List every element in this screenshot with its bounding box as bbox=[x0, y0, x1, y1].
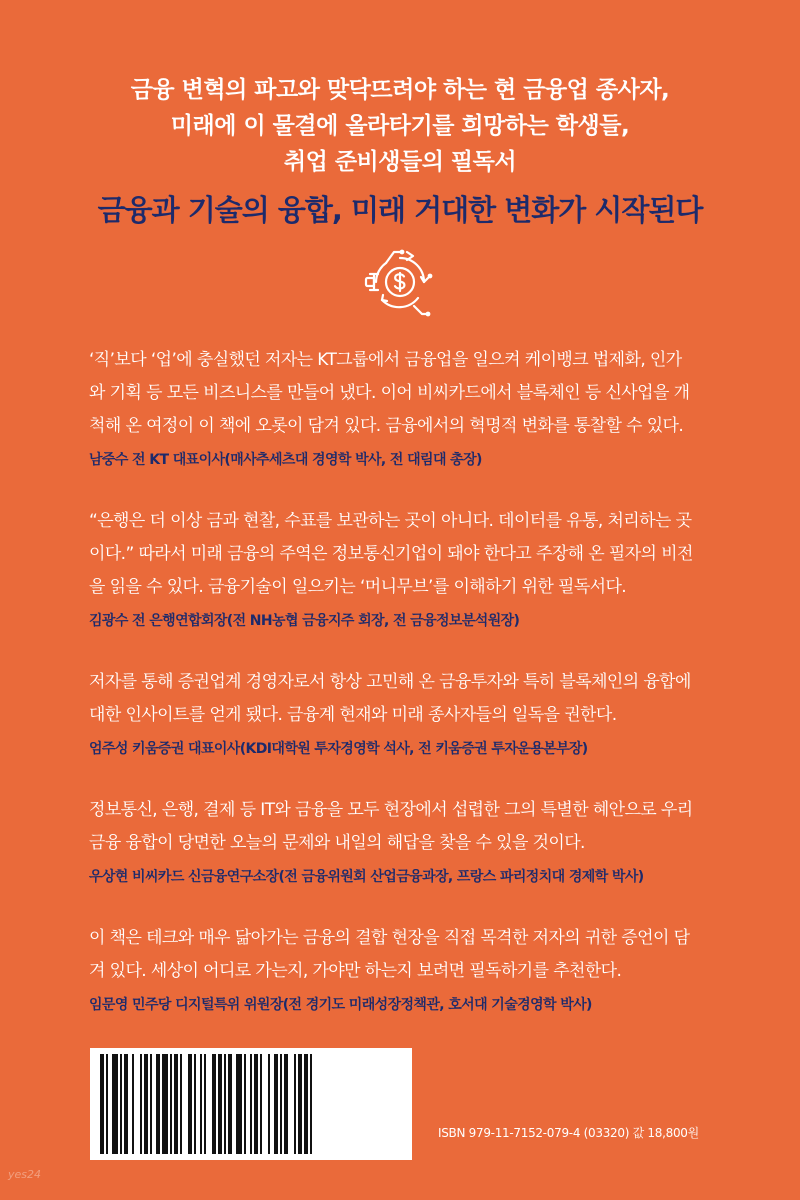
barcode bbox=[90, 1048, 412, 1160]
isbn-price: ISBN 979-11-7152-079-4 (03320) 값 18,800원 bbox=[438, 1126, 699, 1140]
tagline-line-2: 미래에 이 물결에 올라타기를 희망하는 학생들, bbox=[170, 113, 630, 139]
endorsement-line: 이 책은 테크와 매우 닮아가는 금융의 결합 현장을 직접 목격한 저자의 귀한 증언이 담 bbox=[89, 928, 690, 948]
endorsements bbox=[89, 344, 719, 1050]
tagline-line-3: 취업 준비생들의 필독서 bbox=[283, 149, 517, 175]
endorsement bbox=[89, 344, 719, 471]
endorsement-source: 엄주성 키움증권 대표이사(KDI대학원 투자경영학 석사, 전 키움증권 투자운용본부장) bbox=[89, 741, 588, 757]
endorsement-line: 척해 온 여정이 이 책에 오롯이 담겨 있다. 금융에서의 혁명적 변화를 통찰할 수 있다. bbox=[89, 416, 684, 436]
dollar-cycle-icon bbox=[362, 244, 438, 320]
endorsement-source: 임문영 민주당 디지털특위 위원장(전 경기도 미래성장정책관, 호서대 기술경영학 박사) bbox=[89, 997, 592, 1013]
endorsement bbox=[89, 666, 719, 760]
endorsement-line: 정보통신, 은행, 결제 등 IT와 금융을 모두 현장에서 섭렵한 그의 특별한 혜안으로 우리 bbox=[89, 800, 693, 820]
endorsement-line: 겨 있다. 세상이 어디로 가는지, 가야만 하는지 보려면 필독하기를 추천한다. bbox=[89, 961, 622, 981]
endorsement bbox=[89, 505, 719, 632]
endorsement-source: 우상현 비씨카드 신금융연구소장(전 금융위원회 산업금융과장, 프랑스 파리정치대 경제학 박사) bbox=[89, 869, 644, 885]
endorsement-line: “은행은 더 이상 금과 현찰, 수표를 보관하는 곳이 아니다. 데이터를 유통, 처리하는 곳 bbox=[89, 511, 692, 531]
endorsement-source: 남중수 전 KT 대표이사(매사추세츠대 경영학 박사, 전 대림대 총장) bbox=[89, 452, 482, 468]
endorsement bbox=[89, 922, 719, 1016]
watermark: yes24 bbox=[8, 1168, 42, 1181]
endorsement-line: 이다.” 따라서 미래 금융의 주역은 정보통신기업이 돼야 한다고 주장해 온 필자의 비전 bbox=[89, 544, 693, 564]
headline: 금융과 기술의 융합, 미래 거대한 변화가 시작된다 bbox=[97, 193, 703, 227]
endorsement-line: 금융 융합이 당면한 오늘의 문제와 내일의 해답을 찾을 수 있을 것이다. bbox=[89, 833, 585, 853]
endorsement-line: 을 읽을 수 있다. 금융기술이 일으키는 ‘머니무브’를 이해하기 위한 필독서다. bbox=[89, 577, 627, 597]
tagline-line-1: 금융 변혁의 파고와 맞닥뜨려야 하는 현 금융업 종사자, bbox=[130, 77, 670, 103]
endorsement bbox=[89, 794, 719, 888]
endorsement-line: 와 기획 등 모든 비즈니스를 만들어 냈다. 이어 비씨카드에서 블록체인 등 신사업을 개 bbox=[89, 383, 690, 403]
endorsement-line: ‘직’보다 ‘업’에 충실했던 저자는 KT그룹에서 금융업을 일으켜 케이뱅크 법제화, 인가 bbox=[89, 350, 682, 370]
endorsement-source: 김광수 전 은행연합회장(전 NH농협 금융지주 회장, 전 금융정보분석원장) bbox=[89, 613, 520, 629]
cover-header bbox=[0, 72, 800, 228]
endorsement-line: 저자를 통해 증권업계 경영자로서 항상 고민해 온 금융투자와 특히 블록체인의 융합에 bbox=[89, 672, 691, 692]
endorsement-line: 대한 인사이트를 얻게 됐다. 금융계 현재와 미래 종사자들의 일독을 권한다. bbox=[89, 705, 617, 725]
